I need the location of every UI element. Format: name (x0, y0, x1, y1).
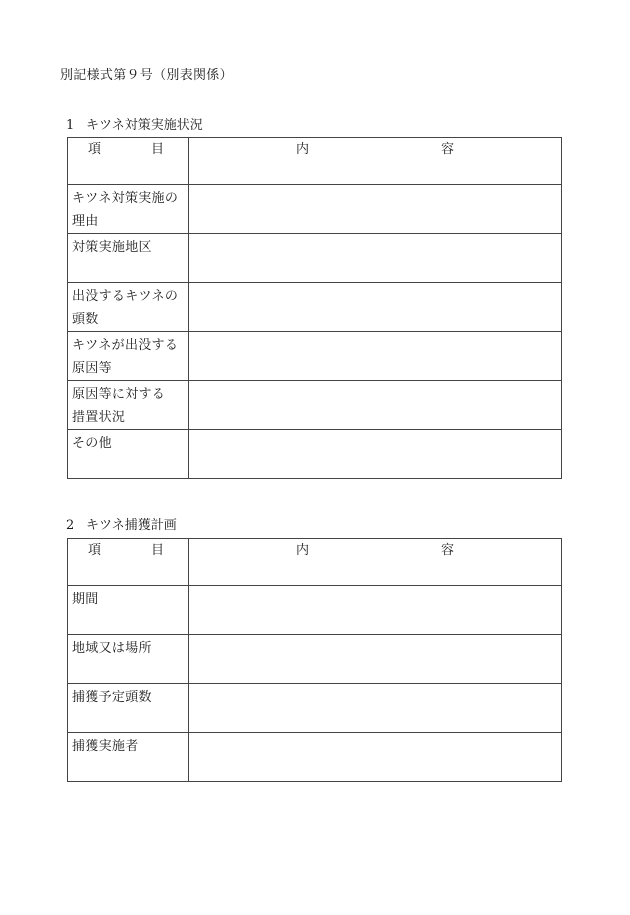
row-label-line-2: 措置状況 (72, 410, 126, 425)
row-content-cell[interactable] (189, 234, 562, 283)
header-item-char-1: 項 (88, 543, 102, 558)
header-content-char-2: 容 (441, 142, 455, 157)
row-label-line-1: 捕獲予定頭数 (72, 690, 152, 705)
section-heading-fox-measures (66, 116, 203, 136)
row-label-line-1: 出没するキツネの (72, 289, 179, 304)
header-content-char-1: 内 (296, 142, 310, 157)
row-label-line-2: 原因等 (72, 361, 112, 376)
row-label-line-2: 頭数 (72, 312, 99, 327)
header-item-char-2: 目 (151, 543, 165, 558)
header-content-cell (189, 138, 562, 185)
section-number: 1 (66, 118, 75, 133)
row-content-cell[interactable] (189, 185, 562, 234)
header-content-char-2: 容 (441, 543, 455, 558)
table-row (68, 283, 562, 332)
row-label-line-1: 期間 (72, 592, 99, 607)
section-title: キツネ捕獲計画 (86, 518, 177, 533)
fox-measures-table (67, 137, 562, 479)
table-header-row (68, 138, 562, 185)
header-content-cell (189, 539, 562, 586)
header-item-cell (68, 138, 189, 185)
row-label-cell (68, 684, 189, 733)
row-content-cell[interactable] (189, 733, 562, 782)
row-label-cell (68, 283, 189, 332)
row-content-cell[interactable] (189, 586, 562, 635)
row-label-cell (68, 185, 189, 234)
header-item-cell (68, 539, 189, 586)
form-title: 別記様式第９号（別表関係） (60, 68, 233, 83)
table-row (68, 234, 562, 283)
row-label-line-1: キツネ対策実施の (72, 191, 179, 206)
header-content-char-1: 内 (296, 543, 310, 558)
table-row (68, 586, 562, 635)
row-content-cell[interactable] (189, 332, 562, 381)
row-content-cell[interactable] (189, 635, 562, 684)
table-row (68, 185, 562, 234)
row-label-cell (68, 381, 189, 430)
row-label-cell (68, 430, 189, 479)
row-label-cell (68, 234, 189, 283)
row-label-line-1: 対策実施地区 (72, 240, 152, 255)
row-content-cell[interactable] (189, 381, 562, 430)
row-label-line-1: 地域又は場所 (72, 641, 152, 656)
header-item-char-2: 目 (151, 142, 165, 157)
row-label-cell (68, 586, 189, 635)
table-row (68, 733, 562, 782)
row-content-cell[interactable] (189, 684, 562, 733)
row-content-cell[interactable] (189, 283, 562, 332)
row-label-line-2: 理由 (72, 214, 99, 229)
row-label-cell (68, 733, 189, 782)
table-header-row (68, 539, 562, 586)
table-row (68, 381, 562, 430)
table-row (68, 635, 562, 684)
table-row (68, 430, 562, 479)
row-label-cell (68, 635, 189, 684)
section-number: 2 (66, 518, 75, 533)
section-title: キツネ対策実施状況 (86, 118, 203, 133)
row-label-line-1: キツネが出没する (72, 338, 179, 353)
table-row (68, 332, 562, 381)
row-label-line-1: 捕獲実施者 (72, 739, 139, 754)
header-item-char-1: 項 (88, 142, 102, 157)
fox-capture-plan-table (67, 538, 562, 782)
row-label-line-1: 原因等に対する (72, 387, 166, 402)
section-heading-fox-capture-plan (66, 516, 177, 536)
row-content-cell[interactable] (189, 430, 562, 479)
row-label-cell (68, 332, 189, 381)
table-row (68, 684, 562, 733)
row-label-line-1: その他 (72, 436, 112, 451)
